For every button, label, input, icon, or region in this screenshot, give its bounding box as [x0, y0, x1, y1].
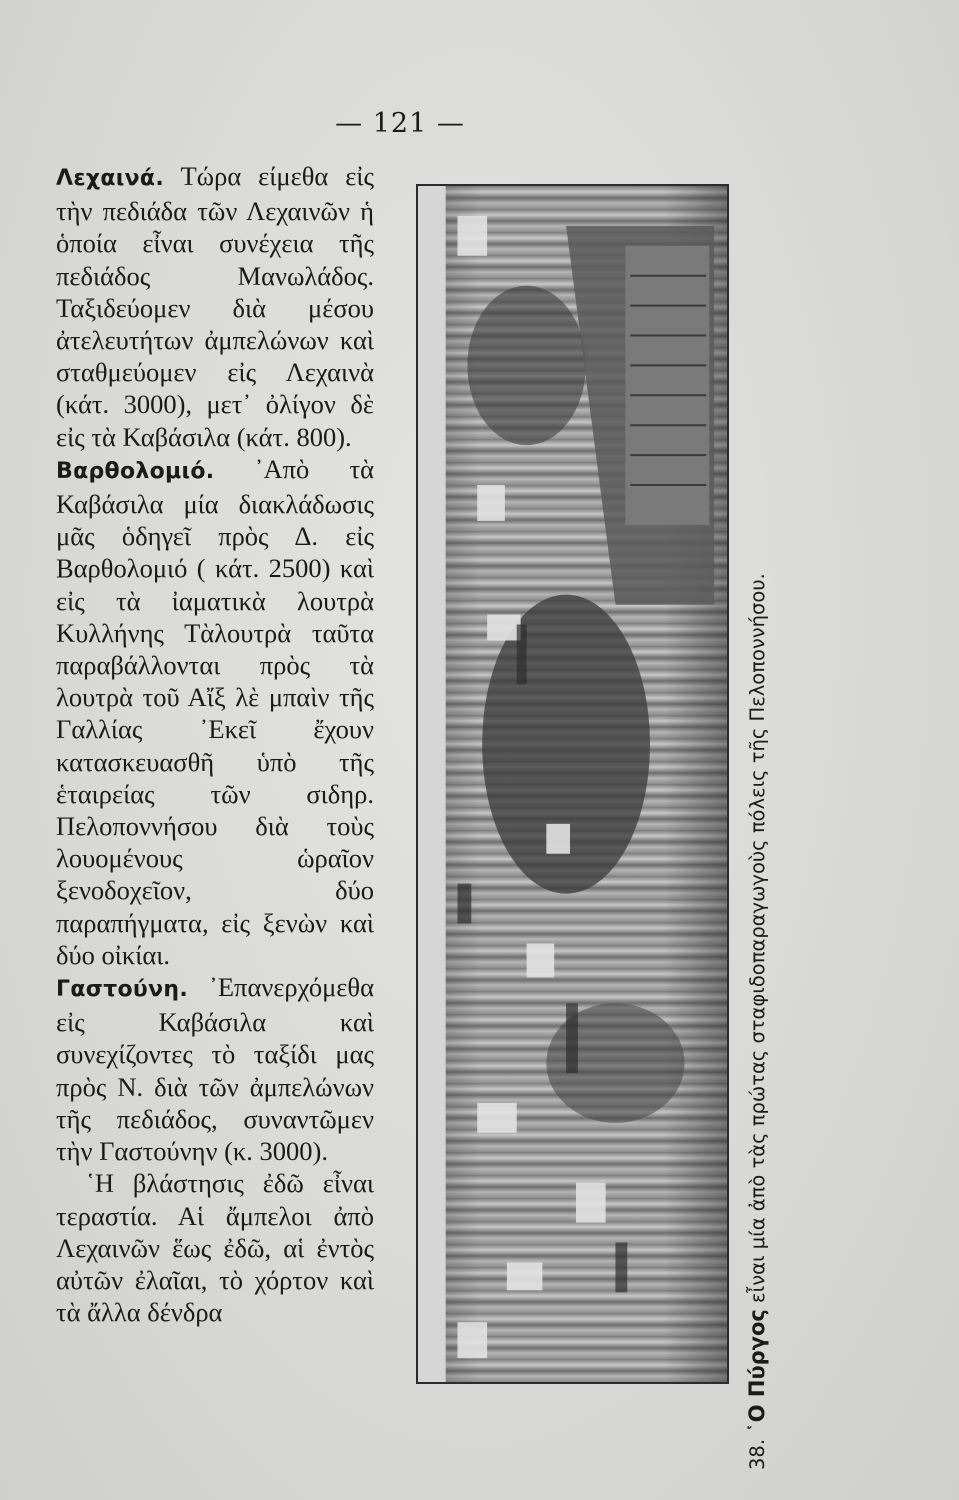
- text-gastouni: ᾿Επανερχόμεθα εἰς Καβάσιλα καὶ συνεχίζοντες τὸ ταξίδι μας πρὸς Ν. διὰ τῶν ἀμπελώνων τῆς πεδιάδος, συναντῶμεν τὴν Γαστούνην (κ. 3000).: [56, 972, 374, 1167]
- text-vartholomio: ᾿Απὸ τὰ Καβάσιλα μία διακλάδωσις μᾶς ὁδηγεῖ πρὸς Δ. εἰς Βαρθολομιό ( κάτ. 2500) καὶ εἰς τὰ ἰαματικὰ λουτρὰ Κυλλήνης Τὰλουτρὰ ταῦτα παραβάλλονται πρὸς τὰ λουτρὰ τοῦ Αἴξ λὲ μπαὶν τῆς Γαλλίας ᾿Εκεῖ ἔχουν κατασκευασθῆ ὑπὸ τῆς ἑταιρείας τῶν σιδηρ. Πελοποννήσου διὰ τοὺς λουομένους ὡραῖον ξενοδοχεῖον, δύο παραπήγματα, εἰς ξενὼν καὶ δύο οἰκίαι.: [56, 453, 374, 970]
- paragraph-lechaina: [56, 160, 374, 453]
- paragraph-vegetation: [56, 1167, 374, 1328]
- heading-vartholomio: Βαρθολομιό.: [56, 458, 215, 484]
- text-vegetation: ῾Η βλάστησις ἐδῶ εἶναι τεραστία. Αἱ ἄμπελοι ἀπὸ Λεχαινῶν ἕως ἐδῶ, αἱ ἐντὸς αὐτῶν ἐλαῖαι, τὸ χόρτον καὶ τὰ ἄλλα δένδρα: [56, 1168, 374, 1328]
- page-number: — 121 —: [335, 108, 465, 139]
- town-photo-drawing: [418, 186, 727, 1382]
- caption-text: εἶναι μία ἀπὸ τὰς πρώτας σταφιδοπαραγωγοὺς πόλεις τῆς Πελοποννήσου.: [746, 573, 769, 1303]
- paragraph-vartholomio: [56, 453, 374, 971]
- photo-pyrgos-town: [416, 184, 729, 1384]
- caption-number: 38.: [746, 1438, 769, 1470]
- paragraph-gastouni: [56, 971, 374, 1167]
- heading-gastouni: Γαστούνη.: [56, 977, 188, 1003]
- heading-lechaina: Λεχαινά.: [56, 166, 165, 191]
- caption-title: ῾Ο Πύργος: [745, 1309, 769, 1433]
- photo-caption: [742, 270, 773, 1470]
- text-column: [56, 160, 374, 1328]
- text-lechaina: Τώρα είμεθα εἰς τὴν πεδιάδα τῶν Λεχαινῶν ἡ ὁποία εἶναι συνέχεια τῆς πεδιάδος Μανωλάδος. Ταξιδεύομεν διὰ μέσου ἀτελευτήτων ἀμπελώνων καὶ σταθμεύομεν εἰς Λεχαινὰ (κάτ. 3000), μετ᾿ ὀλίγον δὲ εἰς τὰ Καβάσιλα (κάτ. 800).: [56, 161, 374, 452]
